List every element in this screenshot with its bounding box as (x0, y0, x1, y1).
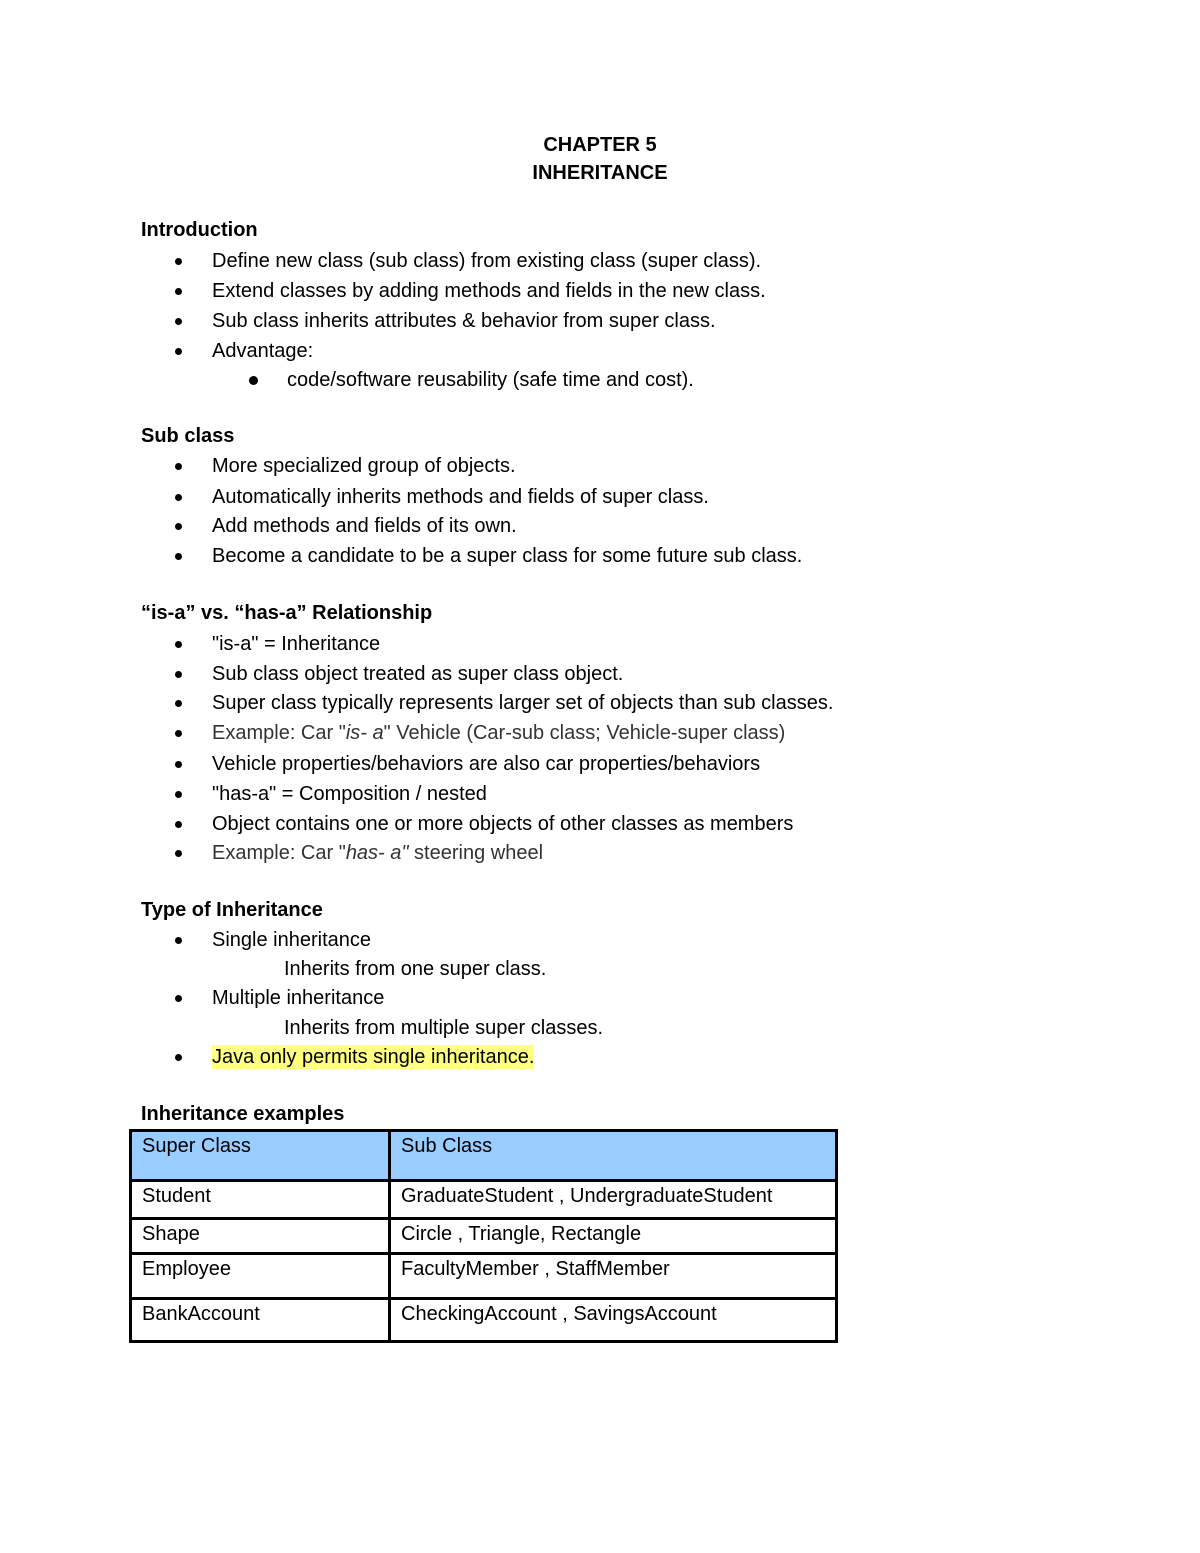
table-cell: Shape (131, 1219, 390, 1254)
chapter-title: INHERITANCE (532, 162, 668, 184)
bullet-icon (175, 288, 182, 295)
table-row (131, 1299, 837, 1342)
bullet-icon (175, 937, 182, 944)
bullet-icon (175, 730, 182, 737)
bullet-icon (175, 463, 182, 470)
column-header: Sub Class (390, 1131, 837, 1181)
examples-heading: Inheritance examples (141, 1103, 345, 1125)
bullet-icon (175, 791, 182, 798)
bullet-icon (175, 821, 182, 828)
bullet-icon (175, 523, 182, 530)
table-cell: FacultyMember , StaffMember (390, 1254, 837, 1299)
single-inheritance-desc: Inherits from one super class. (284, 958, 547, 980)
table-cell: Student (131, 1181, 390, 1219)
column-header: Super Class (131, 1131, 390, 1181)
relationship-heading: “is-a” vs. “has-a” Relationship (141, 602, 433, 624)
introduction-heading: Introduction (141, 219, 258, 241)
table-row (131, 1254, 837, 1299)
document-page: CHAPTER 5 INHERITANCE Introduction Define new class (sub class) from existing class (super class). Extend classes by adding methods and fields in the new class. Sub class inherits attributes & behavior from super class. Advantage: code/software reusability (safe time and cost). Sub class More specialized group of objects. Automatically inherits methods and fields of super class. Add methods and fields of its own. Become a candidate to be a super class for some future sub class. “is-a” vs. “has-a” Relationship "is-a" = Inheritance Sub class object treated as super class object. Super class typically represents larger set of objects than sub classes. Example: Car "is- a" Vehicle (Car-sub class; Vehicle-super class) Vehicle properties/behaviors are also car properties/behaviors "has-a" = Composition / nested Object contains one or more objects of other classes as members Example: Car "has- a" steering wheel Type of Inheritance Single inheritance Inherits from one super class. Multiple inheritance Inherits from multiple super classes. Java only permits single inheritance. Inheritance examples Super Class Sub Class Student GraduateStudent , UndergraduateStudent Shape Circle , Triangle, Rectangle Employee FacultyMember , StaffMember BankAccount CheckingAccount , SavingsAccount (0, 0, 1200, 1553)
bullet-icon (175, 641, 182, 648)
bullet-icon (175, 671, 182, 678)
chapter-number: CHAPTER 5 (543, 134, 657, 156)
table-row (131, 1219, 837, 1254)
bullet-icon (175, 553, 182, 560)
table-header-row (131, 1131, 837, 1181)
bullet-icon (175, 850, 182, 857)
bullet-icon (175, 995, 182, 1002)
bullet-icon (175, 494, 182, 501)
subclass-heading: Sub class (141, 425, 235, 447)
table-cell: CheckingAccount , SavingsAccount (390, 1299, 837, 1342)
bullet-icon (175, 761, 182, 768)
bullet-icon (175, 700, 182, 707)
table-cell: Employee (131, 1254, 390, 1299)
bullet-icon (175, 348, 182, 355)
table-cell: BankAccount (131, 1299, 390, 1342)
types-heading: Type of Inheritance (141, 899, 323, 921)
bullet-icon (249, 376, 258, 385)
bullet-icon (175, 1054, 182, 1061)
bullet-icon (175, 318, 182, 325)
inheritance-examples-table (129, 1129, 838, 1343)
bullet-icon (175, 258, 182, 265)
table-row (131, 1181, 837, 1219)
table-cell: GraduateStudent , UndergraduateStudent (390, 1181, 837, 1219)
multiple-inheritance-desc: Inherits from multiple super classes. (284, 1017, 604, 1039)
table-cell: Circle , Triangle, Rectangle (390, 1219, 837, 1254)
